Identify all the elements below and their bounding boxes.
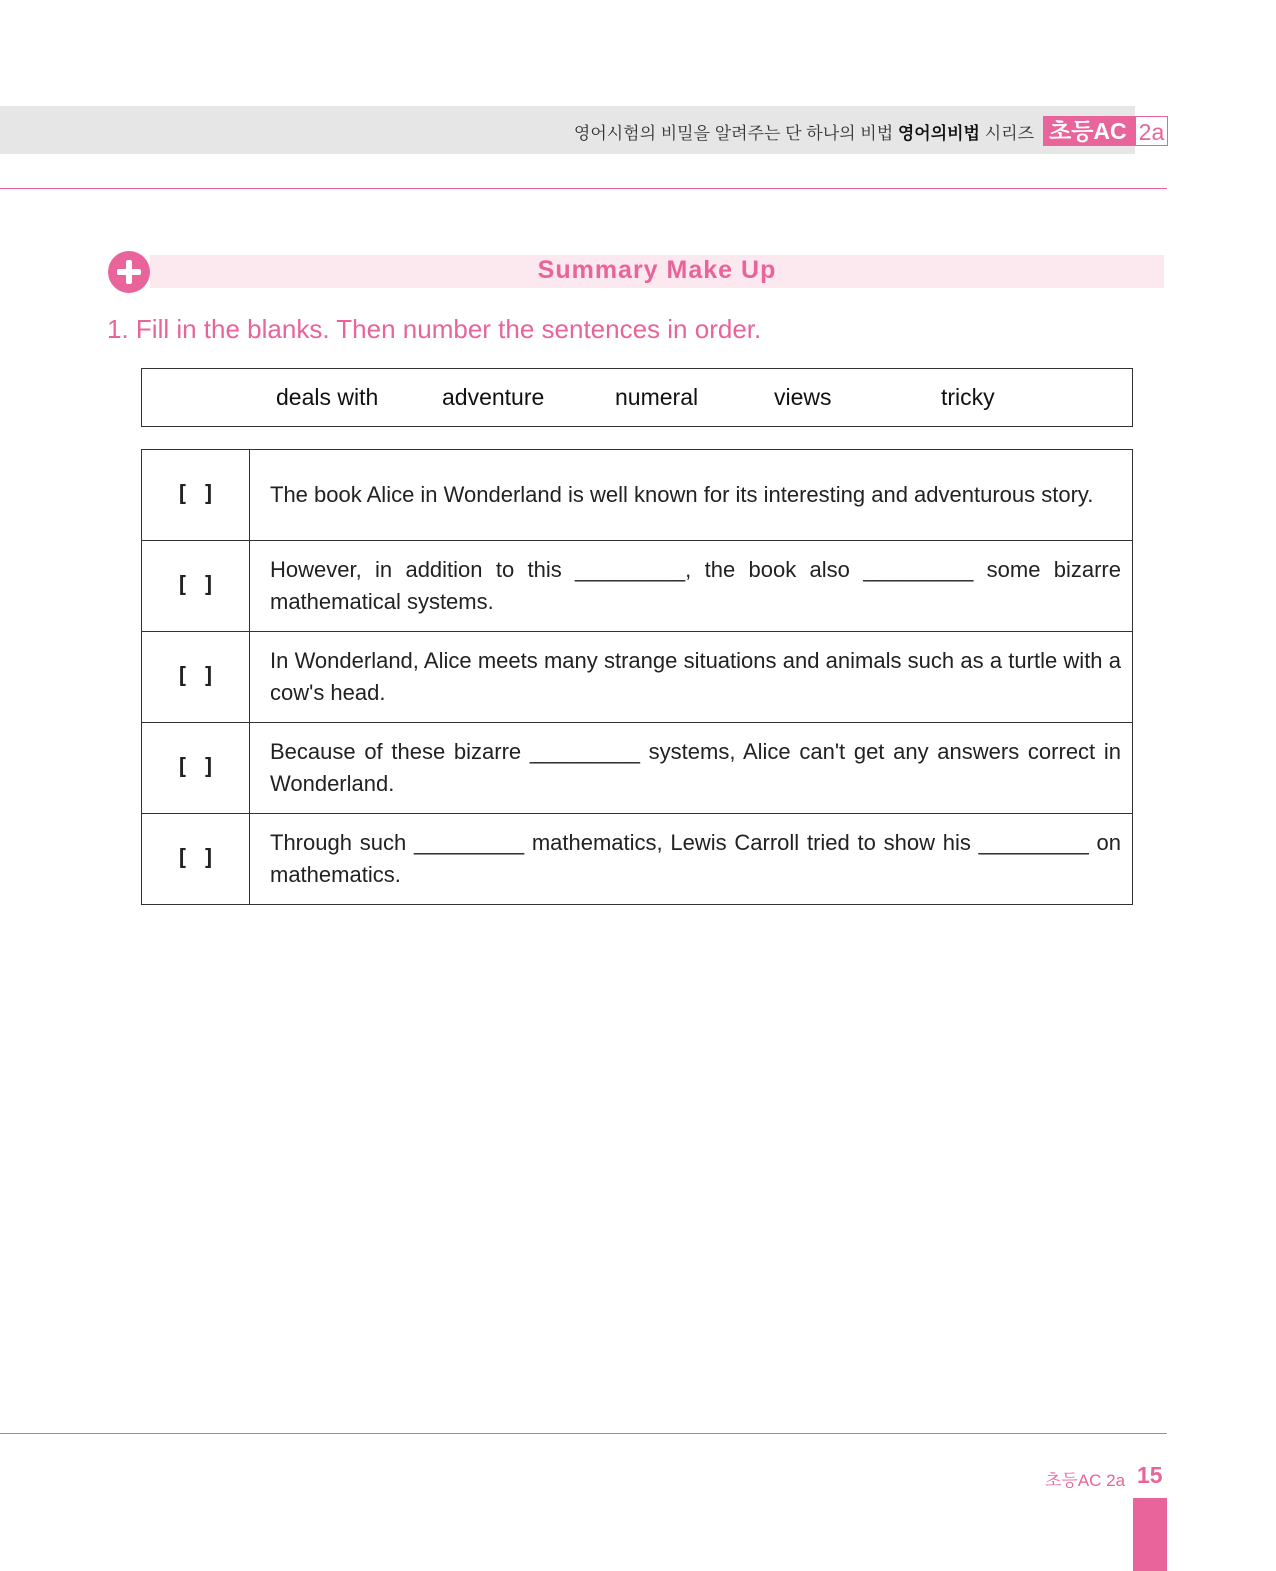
- footer-divider: [0, 1433, 1167, 1434]
- sentence-table: [141, 449, 1133, 905]
- word-bank-item: views: [774, 384, 832, 410]
- table-row: [142, 632, 1133, 723]
- order-bracket[interactable]: [ ]: [142, 814, 250, 905]
- order-bracket[interactable]: [ ]: [142, 723, 250, 814]
- badge-main: 초등AC: [1043, 116, 1135, 146]
- sentence-text: Because of these bizarre _________ systems, Alice can't get any answers correct in Wonderland.: [250, 723, 1133, 814]
- plus-circle-icon: [108, 251, 150, 293]
- footer-label: 초등AC 2a: [1045, 1471, 1126, 1490]
- series-badge: [1043, 116, 1168, 146]
- page-number: 15: [1137, 1462, 1163, 1488]
- section-title: Summary Make Up: [537, 256, 777, 284]
- badge-sub: 2a: [1135, 116, 1169, 146]
- table-row: [142, 450, 1133, 541]
- series-suffix: 시리즈: [984, 124, 1034, 143]
- word-bank: [141, 368, 1133, 427]
- sentence-text: However, in addition to this _________, the book also _________ some bizarre mathematical systems.: [250, 541, 1133, 632]
- sentence-text: The book Alice in Wonderland is well known for its interesting and adventurous story.: [250, 450, 1133, 541]
- table-row: [142, 541, 1133, 632]
- order-bracket[interactable]: [ ]: [142, 632, 250, 723]
- series-text: 영어시험의 비밀을 알려주는 단 하나의 비법: [573, 124, 894, 143]
- word-bank-item: numeral: [615, 384, 699, 410]
- sentence-text: In Wonderland, Alice meets many strange situations and animals such as a turtle with a cow's head.: [250, 632, 1133, 723]
- word-bank-item: deals with: [276, 384, 379, 410]
- order-bracket[interactable]: [ ]: [142, 450, 250, 541]
- page-tab: [1133, 1498, 1167, 1571]
- series-name: 영어의비법: [897, 124, 980, 143]
- table-row: [142, 814, 1133, 905]
- header-divider: [0, 188, 1167, 189]
- order-bracket[interactable]: [ ]: [142, 541, 250, 632]
- word-bank-item: tricky: [941, 384, 995, 410]
- sentence-text: Through such _________ mathematics, Lewis Carroll tried to show his _________ on mathematics.: [250, 814, 1133, 905]
- instruction: 1. Fill in the blanks. Then number the sentences in order.: [107, 314, 762, 344]
- word-bank-item: adventure: [442, 384, 545, 410]
- table-row: [142, 723, 1133, 814]
- series-caption: [574, 119, 1034, 144]
